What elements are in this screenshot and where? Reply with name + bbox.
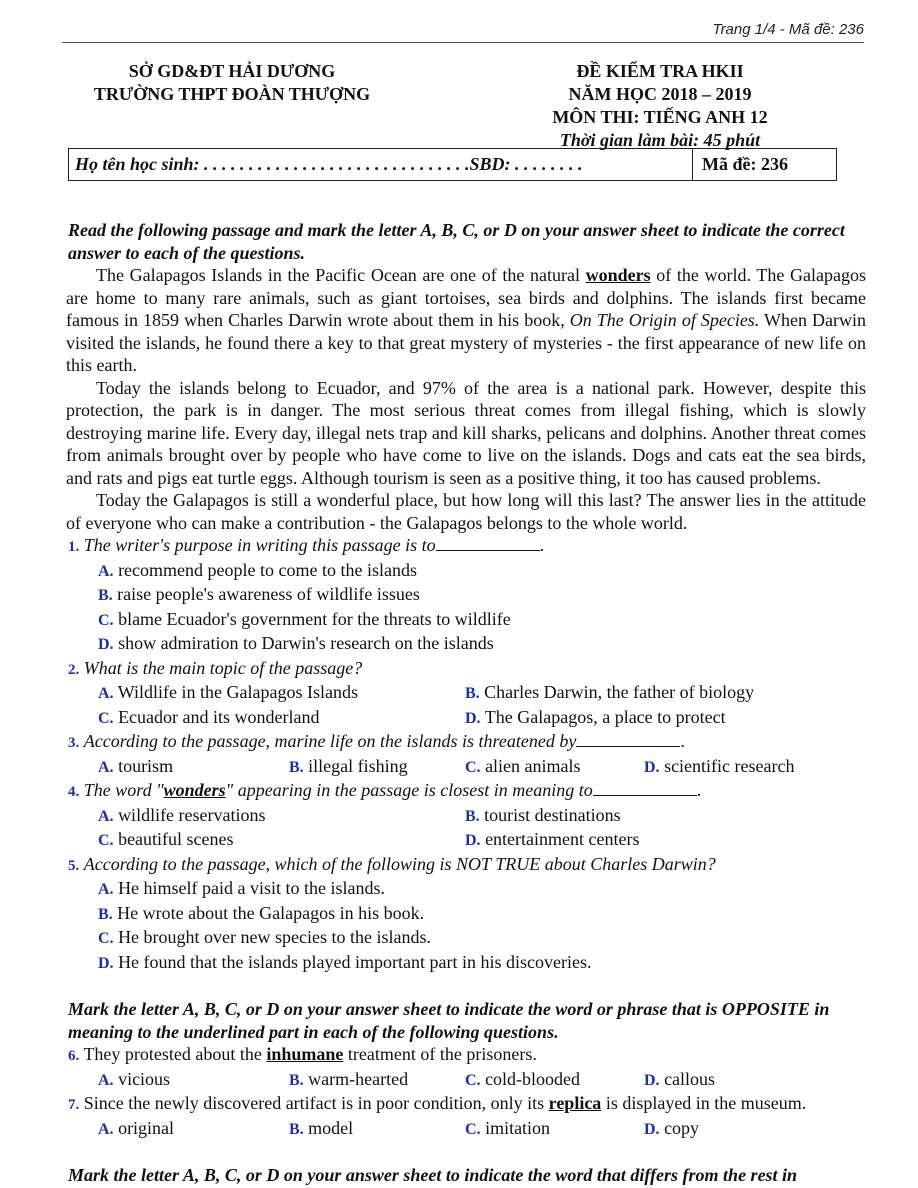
underlined-word: wonders <box>585 265 651 285</box>
question-number: 1. <box>68 539 80 555</box>
answer-blank <box>593 780 697 796</box>
options-row <box>98 755 866 780</box>
department-name: SỞ GD&ĐT HẢI DƯƠNG <box>128 61 336 81</box>
option-a: A. original <box>98 1117 175 1138</box>
passage-paragraph-3: Today the Galapagos is still a wonderful place, but how long will this last? The answer lies in the attitude of everyone who can make a contribution - the Galapagos belongs to the whole world. <box>66 490 866 533</box>
option-b: B. tourist destinations <box>465 804 621 825</box>
option-c: C. beautiful scenes <box>98 829 234 849</box>
option-d: D. callous <box>644 1068 716 1089</box>
option-b: B. He wrote about the Galapagos in his book. <box>98 902 425 923</box>
option-b: B. model <box>289 1117 354 1138</box>
section2-instruction: Mark the letter A, B, C, or D on your answer sheet to indicate the word or phrase that is OPPOSITE in meaning to the underlined part in each of the following questions. <box>68 999 830 1042</box>
question-number: 6. <box>68 1048 80 1064</box>
section-gap <box>66 975 866 998</box>
option-c: C. cold-blooded <box>465 1068 581 1089</box>
section1-instruction: Read the following passage and mark the letter A, B, C, or D on your answer sheet to indicate the correct answer to each of the questions. <box>68 220 845 263</box>
options-row <box>98 706 866 731</box>
option-d: D. copy <box>644 1117 700 1138</box>
underlined-word: replica <box>548 1093 602 1113</box>
question-number: 4. <box>68 784 80 800</box>
question-2 <box>68 657 866 682</box>
options-row <box>98 804 866 829</box>
option-a: A. vicious <box>98 1068 171 1089</box>
option-b: B. illegal fishing <box>289 755 408 776</box>
options-row <box>98 828 866 853</box>
question-stem: What is the main topic of the passage? <box>83 657 363 678</box>
school-year: NĂM HỌC 2018 – 2019 <box>568 84 752 104</box>
exam-subject: MÔN THI: TIẾNG ANH 12 <box>552 107 768 127</box>
option-d: D. entertainment centers <box>465 829 640 849</box>
question-end: . <box>680 731 685 751</box>
exam-title: ĐỀ KIỂM TRA HKII <box>576 61 744 81</box>
passage-text: of the world. The Galapagos are home to many rare animals, such as giant tortoises, sea birds and dolphins. The islands first became famous in 1859 when Charles Darwin wrote about them in his book, <box>66 265 866 330</box>
question-4 <box>68 779 866 804</box>
question-3 <box>68 730 866 755</box>
option-a: A. He himself paid a visit to the islands. <box>98 878 386 898</box>
question-7: 7. Since the newly discovered artifact is in poor condition, only its replica is displayed in the museum. <box>68 1093 807 1113</box>
passage-paragraph-2: Today the islands belong to Ecuador, and 97% of the area is a national park. However, despite this protection, the park is in danger. The most serious threat comes from illegal fishing, which is slowly destroying marine life. Every day, illegal nets trap and kill sharks, pelicans and dolphins. Another threat comes from animals brought over by people who have come to live on the islands. Dogs and cats eat the sea birds, and rats and pigs eat turtle eggs. Although tourism is seen as a positive thing, it too has caused problems. <box>66 377 866 488</box>
question-stem: According to the passage, which of the following is NOT TRUE about Charles Darwin? <box>83 853 716 874</box>
option-c: C. Ecuador and its wonderland <box>98 706 320 727</box>
passage-paragraph-1 <box>66 264 866 377</box>
option-c: C. He brought over new species to the islands. <box>98 927 431 947</box>
school-block <box>62 60 402 106</box>
question-5 <box>68 853 866 878</box>
option-a: A. Wildlife in the Galapagos Islands <box>98 682 358 702</box>
underlined-word: wonders <box>163 780 226 800</box>
option-b: B. Charles Darwin, the father of biology <box>465 682 755 702</box>
question-number: 2. <box>68 661 80 678</box>
option-a: A. recommend people to come to the islands <box>98 559 417 580</box>
underlined-word: inhumane <box>266 1044 344 1064</box>
answer-blank <box>436 535 540 551</box>
section3-instruction: Mark the letter A, B, C, or D on your answer sheet to indicate the word that differs from the rest in <box>68 1165 798 1185</box>
option-a: A. wildlife reservations <box>98 804 266 825</box>
option-c: C. blame Ecuador's government for the threats to wildlife <box>98 608 511 629</box>
option-d: D. show admiration to Darwin's research on the islands <box>98 633 494 653</box>
question-stem: According to the passage, marine life on the islands is threatened by <box>83 731 577 751</box>
options-row <box>98 1117 866 1142</box>
option-c: C. imitation <box>465 1117 551 1138</box>
exam-block <box>490 60 830 152</box>
exam-content <box>66 219 866 1187</box>
option-d: D. The Galapagos, a place to protect <box>465 706 726 727</box>
question-end: . <box>696 780 702 800</box>
option-a: A. tourism <box>98 755 174 776</box>
question-number: 7. <box>68 1097 80 1113</box>
passage-text: When Darwin visited the islands, he found there a key to that great mystery of mysteries - the first appearance of new life on this earth. <box>66 310 867 375</box>
page-header <box>62 18 864 43</box>
question-end: . <box>539 535 545 555</box>
school-name: TRƯỜNG THPT ĐOÀN THƯỢNG <box>93 84 371 104</box>
student-name-field: Họ tên học sinh: . . . . . . . . . . . . . . . . . . . . . . . . . . . . . .SBD: . . . . . . . . <box>75 154 583 174</box>
option-c: C. alien animals <box>465 755 581 776</box>
question-stem: The word "wonders" appearing in the passage is closest in meaning to <box>83 780 593 800</box>
question-1 <box>68 534 866 559</box>
info-divider <box>692 149 693 180</box>
exam-time: Thời gian làm bài: 45 phút <box>559 130 761 150</box>
options-row <box>98 1068 866 1093</box>
option-b: B. raise people's awareness of wildlife issues <box>98 584 420 604</box>
option-d: D. scientific research <box>644 755 795 776</box>
page-code: Trang 1/4 - Mã đề: 236 <box>712 21 864 38</box>
book-title: On The Origin of Species. <box>569 310 760 330</box>
passage-text: The Galapagos Islands in the Pacific Ocean are one of the natural <box>96 265 586 285</box>
options-row <box>98 681 866 706</box>
question-6: 6. They protested about the inhumane treatment of the prisoners. <box>68 1044 537 1064</box>
question-stem: The writer's purpose in writing this passage is to <box>83 535 436 555</box>
section-gap <box>66 1141 866 1164</box>
student-info-box <box>68 148 837 181</box>
answer-blank <box>576 731 680 747</box>
question-number: 3. <box>68 735 80 751</box>
exam-code: Mã đề: 236 <box>702 154 788 174</box>
option-b: B. warm-hearted <box>289 1068 409 1089</box>
option-d: D. He found that the islands played important part in his discoveries. <box>98 951 592 972</box>
question-number: 5. <box>68 857 80 874</box>
